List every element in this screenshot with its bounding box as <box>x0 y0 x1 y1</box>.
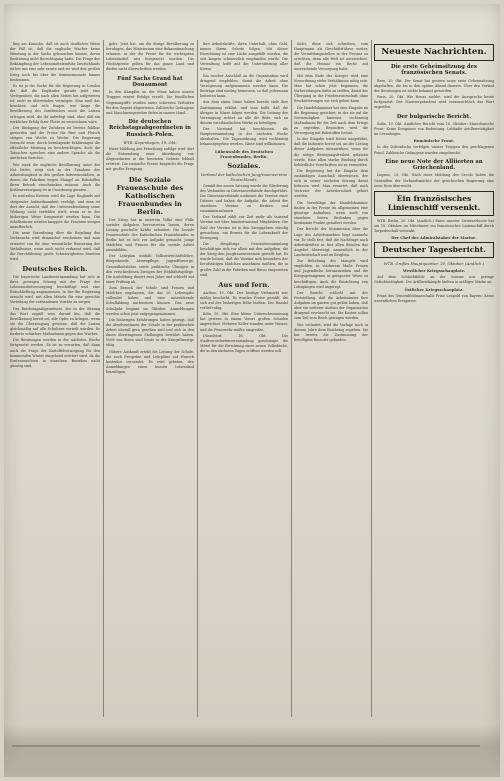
column-1 <box>10 42 100 717</box>
article-paragraph: Paris, 20. Okt. Wie Havas meldet, wird die Aussprache heute fortgesetzt. Der Ministerpräsident wird voraussichtlich das Wort ergreifen. <box>374 95 494 110</box>
article-paragraph: In neutralen Kreisen wird die Lage Englands mit steigender Aufmerksamkeit verfolgt, und man ist dort der Ansicht, daß der Unterseebootkrieg seine Wirkung nicht verfehlen wird, wenn er in der bisherigen Weise fortgesetzt werden kann. Die Schiffsräume werden knapper, die Frachten steigen unaufhörlich. <box>10 194 100 230</box>
article-paragraph: In der Dobrudscha verfolgen unsere Truppen den geschlagenen Feind. Zahlreiche Gefangene wurden eingebracht. <box>374 145 494 155</box>
article-paragraph: Köln, 19. Okt. Eine kleine Ueberschwemmung hat gestern in einem Vorort großen Schaden angerichtet. Mehrere Keller standen unter Wasser, und die Feuerwehr mußte eingreifen. <box>200 312 288 332</box>
article-paragraph: Die bisherigen Erfahrungen haben gezeigt, daß die Absolventinnen der Schule in der praktischen Arbeit überall gern gesehen sind und sich in den ihnen übertragenen Stellungen bewährt haben. Viele von ihnen sind heute in der Kriegsfürsorge tätig. <box>106 317 194 348</box>
column-4 <box>294 42 368 717</box>
boxed-headline: Ein französisches Linienschiff versenkt. <box>374 191 494 216</box>
section-heading: Deutsches Reich. <box>22 264 88 273</box>
article-paragraph: Zum Besuch der Schule sind Frauen und Mädchen zugelassen, die das 20. Lebensjahr vollendet haben und eine ausreichende Schulbildung nachweisen können. Das neue Schuljahr beginnt im Oktober. Anmeldungen werden schon jetzt entgegengenommen. <box>106 286 194 316</box>
section-heading: Soziales. <box>227 161 261 170</box>
article-paragraph: Die Regierung hat die Eingabe dem zuständigen Ausschuß überwiesen, der sich in seiner nächsten Sitzung damit befassen wird. Man erwartet, daß auch Vertreter der Arbeiterschaft gehört werden. <box>294 169 368 199</box>
article-paragraph: ling am Kanoshe, daß ist auch deutlicher Weise der Fall ist, daß die englische Macher keine Wendung in der Sache gebrauchen könnte, deren Bedeutung nicht Berechtigung hätte. Die Frage der Bekämpfung der Lebensmitteleinfuhr Deutschlands ist bei uns eine sehr ernste und sie wird den großen Krieg noch bis über die Sommermonate hinaus bestimmen. <box>10 42 100 82</box>
article-paragraph: Front des Generalfeldmarschalls Prinz Leopold von Bayern: Keine wesentlichen Ereignisse. <box>374 293 494 303</box>
article-paragraph: Aachen, 19. Okt. Der heutige Viehmarkt war mäßig beschickt. Es wurden Preise gezahlt, die sich auf der bisherigen Höhe hielten. Der Handel verlief ruhig. <box>200 290 288 310</box>
article-paragraph: Bern, 20. Okt. Der Senat hat gestern seine erste Geheimsitzung abgehalten, die bis in den späten Abend dauerte. Über den Verlauf der Beratungen ist nichts bekannt geworden. <box>374 78 494 93</box>
article-paragraph: Die Beratungen werden in der nächsten Woche fortgesetzt werden. Es ist zu erwarten, daß dann auch die Frage der Kartoffelversorgung für den kommenden Winter eingehend erörtert wird, da die Ernteaussichten in einzelnen Bezirken nicht günstig sind. <box>10 338 100 368</box>
article-paragraph: Sofia, 19. Okt. Amtlicher Bericht vom 18. Oktober: Mazedonische Front: Keine Ereignisse von Bedeutung. Lebhafte Artillerietätigkeit im Cernabogen. <box>374 121 494 137</box>
article-paragraph: Der Verband zählt zur Zeit mehr als tausend Vereine mit über hunderttausend Mitgliedern. Die Zahl der Vereine ist in den Kriegsjahren ständig gewachsen, ein Beweis für die Lebenskraft der Bewegung. <box>200 215 288 240</box>
column-rule <box>103 40 104 717</box>
article-headline: Die erste Geheimsitzung des französischen Senats. <box>390 64 478 77</box>
article-paragraph: Nähere Auskunft erteilt die Leitung der Schule, die auch Prospekte und Lehrpläne auf Wunsch kostenlos versendet. Es wird gebeten, den Anmeldungen einen kurzen Lebenslauf beizufügen. <box>106 349 194 374</box>
article-paragraph: Die Handelskammer hat eine Eingabe an die Regierung gerichtet, in der sie auf die Notwendigkeit hinweist, rechtzeitig Maßnahmen für die Zeit nach dem Kriege zu ergreifen. Besonders wird die Versorgung mit Rohstoffen betont. <box>294 105 368 135</box>
article-paragraph: Es ist ja die Sache für die Regierung in London die, daß die Engländer gerade jetzt eine Verlegenheit, die nach allen Seiten hin aufgetreten ist, nicht zu überwinden vermögen. Man muß das beachten und sich fragen, wie lange die Bevölkerung des Inselreiches noch die Lasten ertragen wird, die ihr auferlegt sind, ohne daß ein wirklicher Erfolg ihrer Flotte zu verzeichnen wäre. <box>10 83 100 124</box>
article-paragraph: Die Vorschläge der Handelskammer finden in der Presse im allgemeinen eine günstige Aufnahme, wenn auch von einzelnen Seiten Bedenken gegen bestimmte Punkte geäußert werden. <box>294 200 368 226</box>
article-paragraph: Aus dem einen Sinne haben bereits viele ihre Zustimmung erklärt, und man hofft, daß die übrigen in Kürze folgen werden. Die Leitung der Vereinigung richtet an alle die Bitte, sich an diesem vaterländischen Werke zu beteiligen. <box>200 100 288 125</box>
section-caption: Lübenwalde des Deutschen Frauenbundes, Berlin. <box>215 148 273 159</box>
article-paragraph: Lugano, 20. Okt. Nach einer Meldung des Secolo haben die Gesandten der Verbandsmächte der griechischen Regierung eine neue Note überreicht. <box>374 173 494 188</box>
article-paragraph: Der Rückgang der Zufuhren ist bereits fühlbar geworden und die Preise für Brot und Fleisch steigen von Woche zu Woche. Die Regierung versucht zwar, durch beruhigende Erklärungen die öffentliche Meinung zu beschwichtigen, doch die Tatsachen sprechen eine andere Sprache als die amtlichen Berichte. <box>10 125 100 161</box>
page-fold-edge <box>12 745 480 747</box>
article-paragraph: gehe. Jetzt hat, um die übrige Bevölkerung zu beruhigen, das Ministerium eine Bekanntmachung erlassen, in der die Preise für die wichtigsten Lebensmittel neu festgesetzt werden. Die Höchstpreise gelten für das ganze Land und dürfen nicht überschritten werden. <box>106 42 194 72</box>
article-paragraph: Auf dem Schlachtfelde an der Somme nur geringe Gefechtstätigkeit. Die Artilleriekämpfe hielten in mäßiger Stärke an. <box>374 275 494 285</box>
boxed-headline: Neueste Nachrichten. <box>374 44 494 61</box>
article-paragraph: Wie verlautet, wird die Vorlage noch in diesem Jahre dem Reichstag zugehen. Sie hat bereits die Zustimmung der beteiligten Ressorts gefunden. <box>294 322 368 342</box>
article-paragraph: Gemäß der neuen Satzung wurde die Gliederung des Verbandes in Diözesanverbände durchgeführt. Die Diözesanverbände umfassen die Vereine einer Diözese und haben die Aufgabe, die Arbeit der einzelnen Vereine zu fördern und zusammenzufassen. <box>200 183 288 214</box>
article-dateline: WTB. Großes Hauptquartier, 20. Oktober. (Amtlich.) <box>383 261 485 267</box>
section-heading: Die Soziale Frauenschule des Katholischen Frauenbundes in Berlin. <box>116 175 184 216</box>
article-paragraph: Sicht, diese sich schreiben, vom Hauptmann als Geschäftsführer weiter, die Vermittlungsstellen in der Provinz zu errichten, denn alle Welt sei unterrichtet, daß die Heimat ein Recht auf ausreichende Versorgung habe. <box>294 42 368 72</box>
section-caption: Westlicher Kriegsschauplatz. <box>402 268 466 274</box>
article-paragraph: Wie stark die englische Bevölkerung unter der Not leidet, zeigt sich in der Zunahme der Arbeitslosigkeit in den großen Industriestädten, in denen die Fabriken wegen Mangel an Rohstoffen ihren Betrieb einschränken müssen. Auch die Kohlenversorgung ist in Unordnung geraten. <box>10 162 100 193</box>
article-paragraph: Der Bericht der Kommission über die Lage des Arbeitsmarktes liegt nunmehr vor. Er stellt fest, daß die Nachfrage nach Arbeitskräften in fast allen Berufen das Angebot übersteigt, namentlich in der Landwirtschaft und im Bergbau. <box>294 227 368 257</box>
column-2 <box>106 42 194 717</box>
article-dateline: WTB. Kopenhagen, 19. Okt. <box>123 140 177 146</box>
article-paragraph: WTB. Berlin, 20. Okt. (Amtlich.) Eines unserer Unterseeboote hat am 18. Oktober im Mittelmeer ein französisches Linienschiff durch Torpedoschuß versenkt. <box>374 218 494 233</box>
section-caption: Östlicher Kriegsschauplatz. <box>404 286 464 292</box>
article-paragraph: Der Reichstagsabgeordnete, der in der Sitzung das Wort ergriff, wies darauf hin, daß die Bevölkerung bereit sei, alle Opfer zu bringen, wenn sie die Überzeugung gewinne, daß die Lasten gleichmäßig auf alle Schultern verteilt würden. Er forderte schärfere Maßnahmen gegen den Wucher. <box>10 306 100 337</box>
article-paragraph: In den Kämpfen an der Maas haben unsere Truppen erneut Erfolge erzielt. Die feindlichen Gegenangriffe wurden unter schweren Verlusten für den Gegner abgewiesen. Zahlreiche Gefangene und Maschinengewehre fielen in unsere Hand. <box>106 90 194 115</box>
article-paragraph: Einer Meldung aus Petersburg zufolge wird dort die Entsendung einer Abordnung von Abgeordneten in die besetzten Gebiete lebhaft erörtert. Die russische Presse bespricht die Frage mit großer Erregung. <box>106 147 194 172</box>
section-heading: Aus und fern. <box>218 280 270 289</box>
column-rule <box>291 40 292 717</box>
article-paragraph: Düsseldorf, 18. Okt. Die Stadtverordnetenversammlung genehmigte die Mittel für die Errichtung einer neuen Volksküche, die in den nächsten Tagen eröffnet werden soll. <box>200 333 288 354</box>
column-rule <box>197 40 198 717</box>
article-paragraph: Die bayerische Landesversammlung hat sich in ihrer gestrigen Sitzung mit der Frage der Lebensmittelversorgung beschäftigt und eine Entschließung angenommen, in der die Regierung ersucht wird, mit allen Mitteln für eine gerechte Verteilung der vorhandenen Vorräte zu sorgen. <box>10 274 100 305</box>
article-headline: Eine neue Note der Alliierten an Griechenland. <box>385 158 483 172</box>
article-paragraph: Zur Behebung des Mangels wird empfohlen, in stärkerem Maße Frauen und Jugendliche heranzuziehen und die Kriegsgefangenen in geeigneter Weise zu beschäftigen. Auch die Einrichtung von Lehrgängen wird angeregt. <box>294 259 368 289</box>
newspaper-page <box>4 4 500 777</box>
article-headline: Der bulgarische Bericht. <box>396 113 472 120</box>
article-paragraph: Ein rascher Anschluß an die Organisation wird dringend empfohlen, damit die Arbeit ohne Verzögerung aufgenommen werden kann. Die Beiträge sind niedrig bemessen, so daß jedermann beitreten kann. <box>200 73 288 99</box>
column-3 <box>200 42 288 717</box>
section-caption: Rumänische Front. <box>413 138 455 144</box>
article-headline: Die deutschen Reichstagsabgeordneten in Russisch-Polen. <box>108 118 192 138</box>
boxed-headline: Deutscher Tagesbericht. <box>374 242 494 258</box>
article-paragraph: ihre Arbeitskräfte, ihren Unterhalt, ohne Geld, immer ihrem Gebote folgen. Mit dieser Einrichtung ist eine Lücke ausgefüllt worden, die seit langem schmerzlich empfunden wurde. Die Verwaltung hofft auf die Unterstützung aller Kreise. <box>200 42 288 72</box>
article-paragraph: Die neue Verordnung über die Regelung des Verbrauchs wird demnächst erscheinen und man erwartet von ihr eine wesentliche Besserung der Verhältnisse, wenn auch nicht verkannt wird, daß die Durchführung große Schwierigkeiten bereiten wird. <box>10 231 100 261</box>
article-paragraph: Die diesjährige Generalversammlung beschäftigte sich vor allem mit den Aufgaben, die der Krieg den Jungfrauenvereinen gestellt hat. Es wurde betont, daß die Vereine sich besonders der berufstätigen Mädchen annehmen müßten, die in großer Zahl in die Fabriken und Büros eingetreten sind. <box>200 242 288 277</box>
section-caption: Der Chef des Admiralstabes der Marine. <box>391 235 477 241</box>
article-paragraph: Der Bericht schließt mit der Feststellung, daß die Arbeitsämter ihre Aufgaben im ganzen gut gelöst haben, daß aber ein weiterer Ausbau der Organisation dringend erwünscht sei. Die Kosten sollen zum Teil vom Reich getragen werden. <box>294 290 368 321</box>
article-headline: Fünf Sachs Grand hat Douaumont <box>117 75 183 88</box>
article-paragraph: Der Krieg hat in unserem Volke eine Fülle sozialer Aufgaben hervortreten lassen, deren Lösung geschulte Kräfte erfordert. Die Soziale Frauenschule des Katholischen Frauenbundes in Berlin hat es sich zur Aufgabe gemacht, junge Mädchen und Frauen für die soziale Arbeit auszubilden. <box>106 217 194 253</box>
article-dateline: Verband der katholischen Jungfrauenvereine Deutschlands. <box>200 171 288 182</box>
article-paragraph: Mit dem Ende des Krieges wird eine Neuordnung vieler Verhältnisse nötig sein. Man hat schon jetzt begonnen, die Vorbereitungen dafür zu treffen, damit der Übergang in die Friedenswirtschaft ohne Erschütterungen vor sich gehen kann. <box>294 73 368 104</box>
page-fold-shadow <box>4 725 500 777</box>
article-paragraph: Der Lehrplan umfaßt Volkswirtschaftslehre, Bürgerkunde, Armenpflege, Jugendfürsorge, Gesundheitslehre sowie praktische Übungen in den verschiedenen Zweigen der Wohlfahrtspflege. Die Ausbildung dauert zwei Jahre und schließt mit einer Prüfung ab. <box>106 254 194 284</box>
article-paragraph: Der Vorstand hat beschlossen, die Hauptversammlung in der nächsten Woche abzuhalten. Die Tagesordnung wird rechtzeitig bekanntgegeben werden. Gäste sind willkommen. <box>200 127 288 147</box>
article-paragraph: In der Eingabe wird ferner ausgeführt, daß die Industrie bereit sei, an der Lösung dieser Aufgaben mitzuwirken, wenn ihr die nötige Bewegungsfreiheit gelassen werde. Eine allzu starke Bindung durch behördliche Vorschriften sei zu vermeiden. <box>294 137 368 167</box>
column-5-news <box>374 42 494 717</box>
column-rule <box>371 40 372 717</box>
